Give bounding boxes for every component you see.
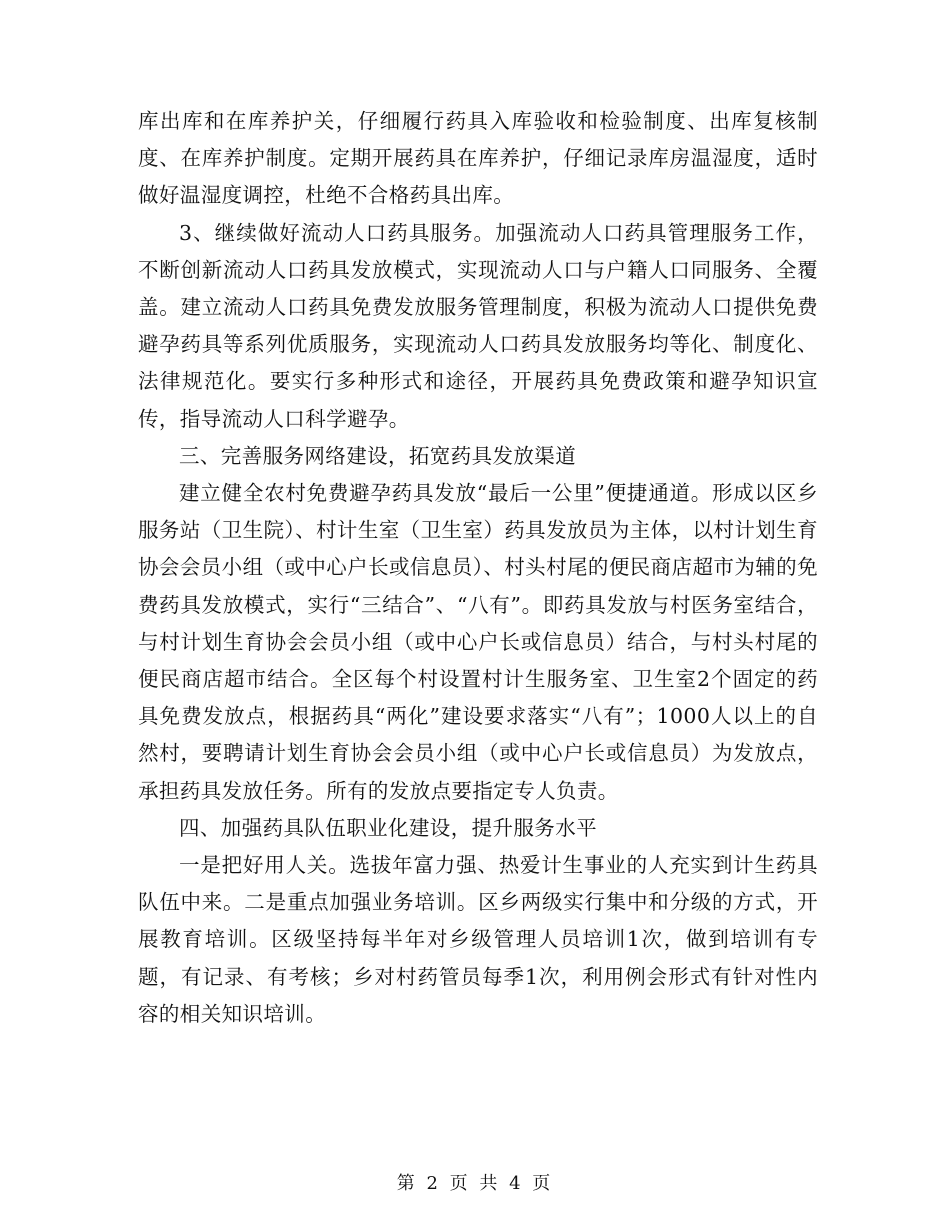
paragraph-staff-training: 一是把好用人关。选拔年富力强、热爱计生事业的人充实到计生药具队伍中来。二是重点加强业务培训。区乡两级实行集中和分级的方式，开展教育培训。区级坚持每半年对乡级管理人员培训1次，做到培训有专题，有记录、有考核；乡对村药管员每季1次，利用例会形式有针对性内容的相关知识培训。 <box>138 853 818 1026</box>
paragraph-last-mile-channel: 建立健全农村免费避孕药具发放“最后一公里”便捷通道。形成以区乡服务站（卫生院）、村计生室（卫生室）药具发放员为主体，以村计划生育协会会员小组（或中心户长或信息员）、村头村尾的便民商店超市为辅的免费药具发放模式，实行“三结合”、“八有”。即药具发放与村医务室结合，与村计划生育协会会员小组（或中心户长或信息员）结合，与村头村尾的便民商店超市结合。全区每个村设置村计生服务室、卫生室2个固定的药具免费发放点，根据药具“两化”建设要求落实“八有”；1000人以上的自然村，要聘请计划生育协会会员小组（或中心户长或信息员）为发放点，承担药具发放任务。所有的发放点要指定专人负责。 <box>138 481 818 803</box>
document-body <box>138 103 818 1033</box>
page-number-footer: 第 2 页 共 4 页 <box>396 1173 554 1194</box>
paragraph-storage-management: 库出库和在库养护关，仔细履行药具入库验收和检验制度、出库复核制度、在库养护制度。定期开展药具在库养护，仔细记录库房温湿度，适时做好温湿度调控，杜绝不合格药具出库。 <box>138 109 818 208</box>
paragraph-floating-population-service: 3、继续做好流动人口药具服务。加强流动人口药具管理服务工作，不断创新流动人口药具发放模式，实现流动人口与户籍人口同服务、全覆盖。建立流动人口药具免费发放服务管理制度，积极为流动人口提供免费避孕药具等系列优质服务，实现流动人口药具发放服务均等化、制度化、法律规范化。要实行多种形式和途径，开展药具免费政策和避孕知识宣传，指导流动人口科学避孕。 <box>138 220 818 431</box>
section-heading-team-building: 四、加强药具队伍职业化建设，提升服务水平 <box>179 815 597 840</box>
section-heading-service-network: 三、完善服务网络建设，拓宽药具发放渠道 <box>179 443 577 468</box>
